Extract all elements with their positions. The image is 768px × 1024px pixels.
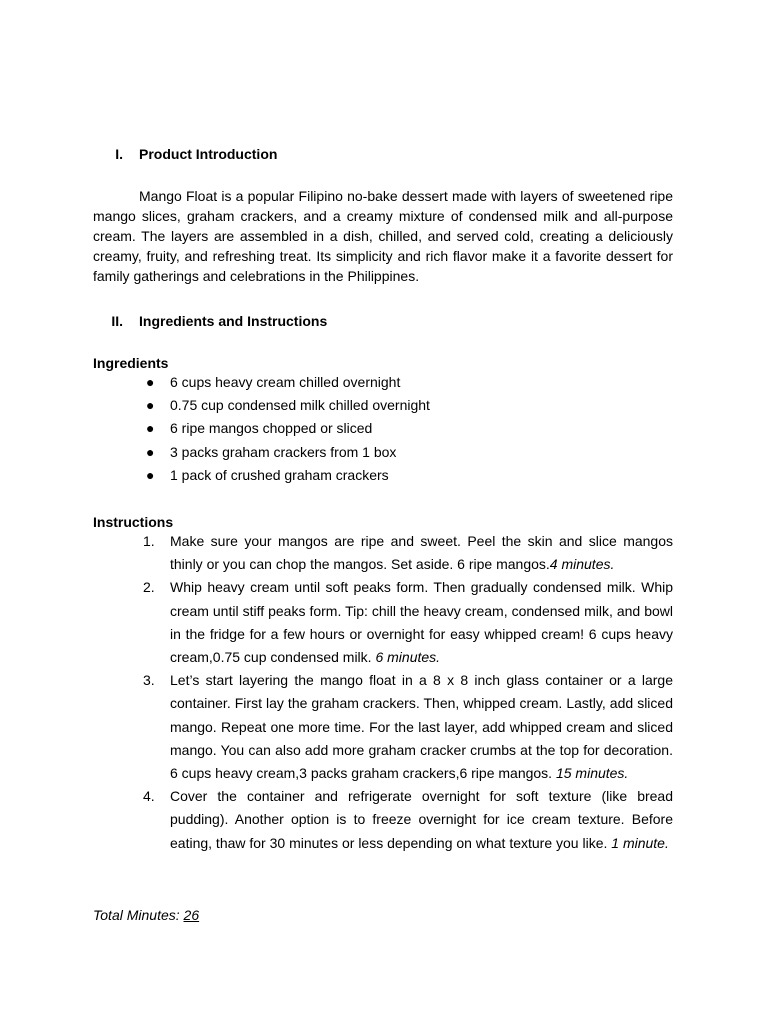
section-number: II. bbox=[111, 313, 123, 329]
step-number: 2. bbox=[143, 579, 155, 596]
step-text: Make sure your mangos are ripe and sweet. Peel the skin and slice mangos thinly or you can chop the mangos. Set aside. 6 ripe mangos. bbox=[170, 533, 673, 573]
ingredient-text: 6 ripe mangos chopped or sliced bbox=[170, 420, 373, 437]
instructions-heading: Instructions bbox=[93, 514, 174, 530]
total-value: 26 bbox=[183, 907, 200, 923]
step-number: 4. bbox=[143, 788, 155, 805]
section-title: Ingredients and Instructions bbox=[139, 313, 328, 329]
ingredients-heading: Ingredients bbox=[93, 355, 169, 371]
instruction-step bbox=[93, 785, 673, 855]
total-label: Total Minutes: bbox=[93, 907, 184, 923]
total-minutes bbox=[93, 906, 199, 924]
step-number: 1. bbox=[143, 533, 155, 549]
list-item bbox=[93, 395, 673, 418]
step-text: Whip heavy cream until soft peaks form. Then gradually condensed milk. Whip cream until stiff peaks form. Tip: chill the heavy cream, condensed milk, and bowl in the fridge for a few hours or overnight for easy whipped cream! 6 cups heavy cream,0.75 cup condensed milk. bbox=[170, 579, 673, 666]
ingredient-text: 0.75 cup condensed milk chilled overnight bbox=[170, 397, 430, 414]
instruction-step bbox=[93, 669, 673, 785]
bullet-icon: ● bbox=[146, 374, 155, 390]
bullet-icon: ● bbox=[146, 443, 155, 460]
section-title: Product Introduction bbox=[139, 146, 278, 162]
step-text: Let’s start layering the mango float in a 8 x 8 inch glass container or a large container. First lay the graham crackers. Then, whipped cream. Lastly, add sliced mango. Repeat one more time. For the last layer, add whipped cream and sliced mango. You can also add more graham cracker crumbs at the top for decoration. 6 cups heavy cream,3 packs graham crackers,6 ripe mangos. bbox=[170, 672, 673, 782]
instruction-step bbox=[93, 576, 673, 669]
list-item bbox=[93, 372, 673, 395]
section-number: I. bbox=[115, 146, 123, 162]
intro-paragraph: Mango Float is a popular Filipino no-bake dessert made with layers of sweetened ripe mango slices, graham crackers, and a creamy mixture of condensed milk and all-purpose cream. The layers are assembled in a dish, chilled, and served cold, creating a deliciously creamy, fruity, and refreshing treat. Its simplicity and rich flavor make it a favorite dessert for family gatherings and celebrations in the Philippines. bbox=[93, 188, 673, 284]
step-time: 15 minutes. bbox=[555, 765, 629, 782]
step-number: 3. bbox=[143, 672, 155, 689]
ingredient-text: 3 packs graham crackers from 1 box bbox=[170, 443, 397, 460]
step-time: 6 minutes. bbox=[375, 649, 441, 666]
ingredient-text: 1 pack of crushed graham crackers bbox=[170, 466, 389, 483]
bullet-icon: ● bbox=[146, 420, 155, 437]
step-time: 4 minutes. bbox=[549, 556, 615, 573]
list-item bbox=[93, 442, 673, 465]
instruction-step bbox=[93, 530, 673, 576]
step-time: 1 minute. bbox=[611, 834, 669, 851]
bullet-icon: ● bbox=[146, 466, 155, 483]
list-item bbox=[93, 418, 673, 441]
list-item bbox=[93, 465, 673, 488]
ingredients-list bbox=[93, 372, 673, 488]
instructions-list bbox=[93, 530, 673, 855]
ingredient-text: 6 cups heavy cream chilled overnight bbox=[170, 374, 401, 390]
step-text: Cover the container and refrigerate overnight for soft texture (like bread pudding). Another option is to freeze overnight for ice cream texture. Before eating, thaw for 30 minutes or less depending on what texture you like. bbox=[170, 788, 673, 851]
bullet-icon: ● bbox=[146, 397, 155, 414]
